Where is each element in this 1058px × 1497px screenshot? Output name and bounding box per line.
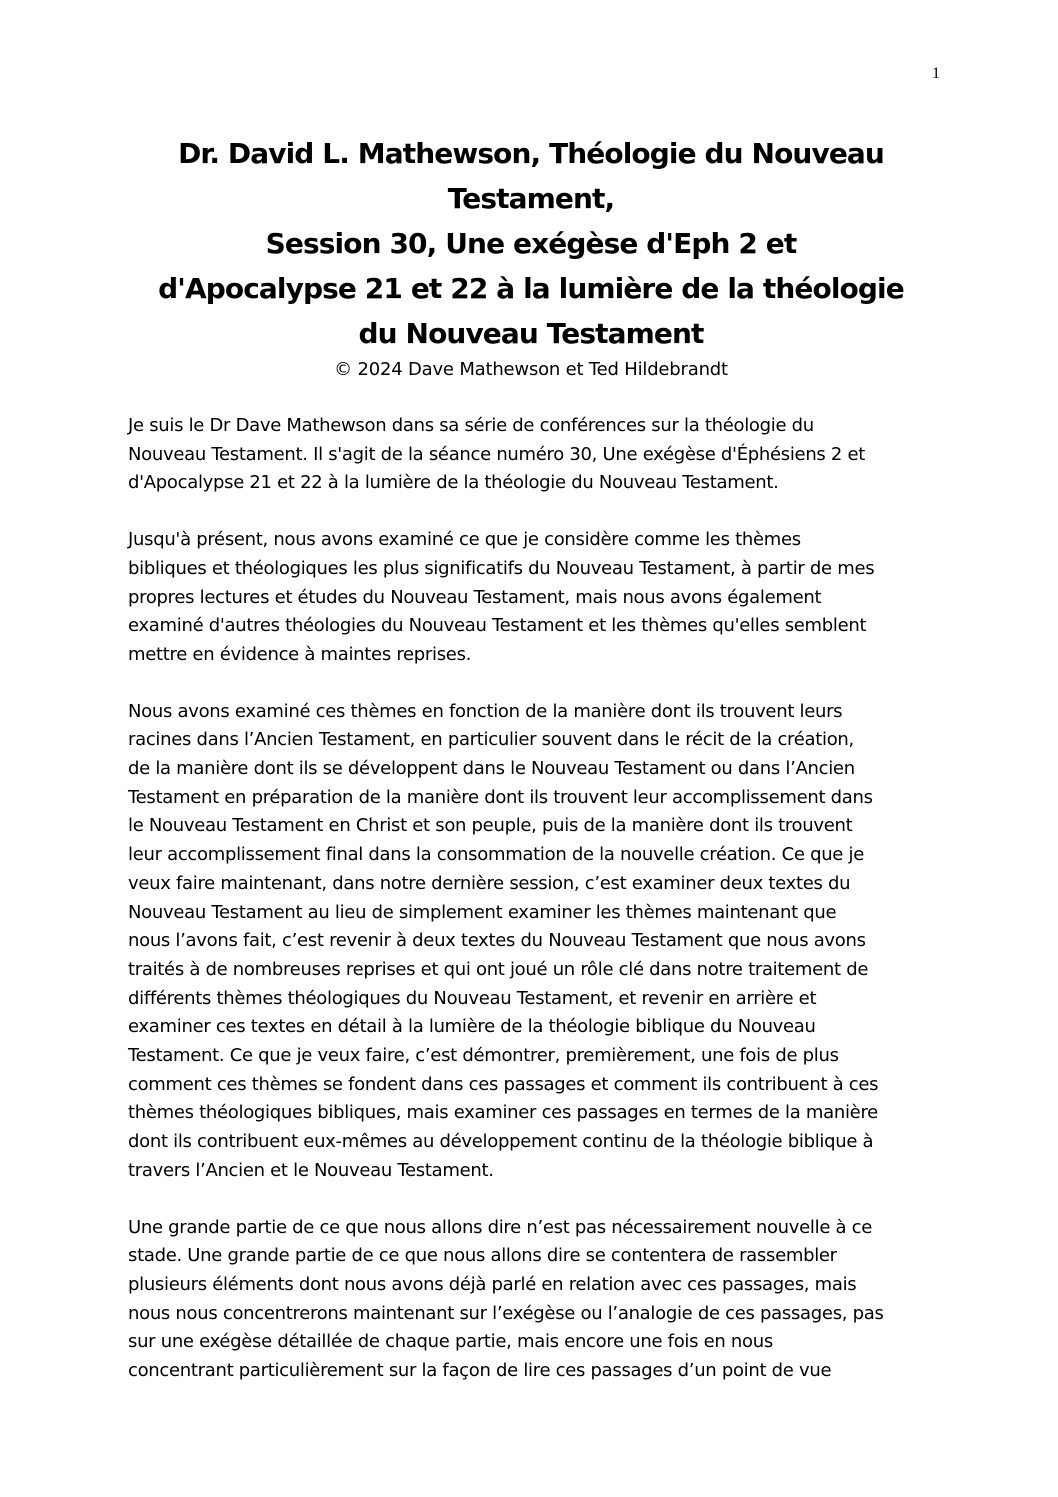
text-line: nous nous concentrerons maintenant sur l’exégèse ou l’analogie de ces passages, pas	[128, 1302, 884, 1324]
text-line: sur une exégèse détaillée de chaque partie, mais encore une fois en nous	[128, 1331, 773, 1353]
title-line: Testament,	[447, 182, 615, 215]
text-line: différents thèmes théologiques du Nouveau Testament, et revenir en arrière et	[128, 987, 817, 1009]
text-line: Je suis le Dr Dave Mathewson dans sa série de conférences sur la théologie du	[128, 415, 814, 436]
page-number: 1	[932, 65, 940, 82]
text-line: concentrant particulièrement sur la façon de lire ces passages d’un point de vue	[128, 1360, 832, 1382]
text-line: plusieurs éléments dont nous avons déjà parlé en relation avec ces passages, mais	[128, 1273, 857, 1295]
text-line: Nouveau Testament au lieu de simplement examiner les thèmes maintenant que	[128, 901, 837, 923]
text-line: Jusqu'à présent, nous avons examiné ce que je considère comme les thèmes	[128, 529, 801, 551]
title-line: du Nouveau Testament	[358, 317, 704, 350]
text-line: examiné d'autres théologies du Nouveau Testament et les thèmes qu'elles semblent	[128, 615, 867, 637]
text-line: propres lectures et études du Nouveau Testament, mais nous avons également	[128, 586, 822, 608]
paragraph-themes	[128, 526, 940, 670]
text-line: veux faire maintenant, dans notre dernière session, c’est examiner deux textes du	[128, 872, 851, 894]
text-line: Testament. Ce que je veux faire, c’est démontrer, premièrement, une fois de plus	[128, 1045, 839, 1067]
text-line: thèmes théologiques bibliques, mais examiner ces passages en termes de la manière	[128, 1102, 878, 1124]
text-line: d'Apocalypse 21 et 22 à la lumière de la théologie du Nouveau Testament.	[128, 472, 779, 494]
title-line: Session 30, Une exégèse d'Eph 2 et	[265, 227, 797, 260]
text-line: le Nouveau Testament en Christ et son peuple, puis de la manière dont ils trouvent	[128, 815, 853, 837]
text-line: dont ils contribuent eux-mêmes au développement continu de la théologie biblique à	[128, 1131, 874, 1153]
text-line: travers l’Ancien et le Nouveau Testament.	[128, 1159, 494, 1181]
text-line: racines dans l’Ancien Testament, en particulier souvent dans le récit de la création,	[128, 729, 854, 751]
text-line: mettre en évidence à maintes reprises.	[128, 643, 472, 665]
text-line: traités à de nombreuses reprises et qui ont joué un rôle clé dans notre traitement de	[128, 958, 869, 980]
text-line: comment ces thèmes se fondent dans ces passages et comment ils contribuent à ces	[128, 1073, 879, 1095]
text-line: Une grande partie de ce que nous allons dire n’est pas nécessairement nouvelle à ce	[128, 1216, 873, 1238]
copyright-notice: © 2024 Dave Mathewson et Ted Hildebrandt	[334, 359, 728, 380]
paragraph-approach	[128, 1214, 940, 1386]
text-line: de la manière dont ils se développent dans le Nouveau Testament ou dans l’Ancien	[128, 758, 855, 780]
title-line: Dr. David L. Mathewson, Théologie du Nouveau	[178, 137, 884, 170]
text-line: Nouveau Testament. Il s'agit de la séance numéro 30, Une exégèse d'Éphésiens 2 et	[128, 443, 866, 465]
text-line: stade. Une grande partie de ce que nous allons dire se contentera de rassembler	[128, 1245, 837, 1267]
text-line: bibliques et théologiques les plus significatifs du Nouveau Testament, à partir de mes	[128, 557, 875, 579]
document-title	[128, 131, 934, 382]
text-line: leur accomplissement final dans la consommation de la nouvelle création. Ce que je	[128, 844, 864, 866]
body-text	[128, 412, 940, 1414]
text-line: examiner ces textes en détail à la lumière de la théologie biblique du Nouveau	[128, 1016, 816, 1038]
text-line: Testament en préparation de la manière dont ils trouvent leur accomplissement dans	[128, 786, 873, 808]
text-line: Nous avons examiné ces thèmes en fonction de la manière dont ils trouvent leurs	[128, 700, 843, 722]
paragraph-roots	[128, 698, 940, 1186]
title-line: d'Apocalypse 21 et 22 à la lumière de la théologie	[158, 272, 904, 305]
text-line: nous l’avons fait, c’est revenir à deux textes du Nouveau Testament que nous avons	[128, 930, 866, 952]
paragraph-intro	[128, 412, 940, 498]
